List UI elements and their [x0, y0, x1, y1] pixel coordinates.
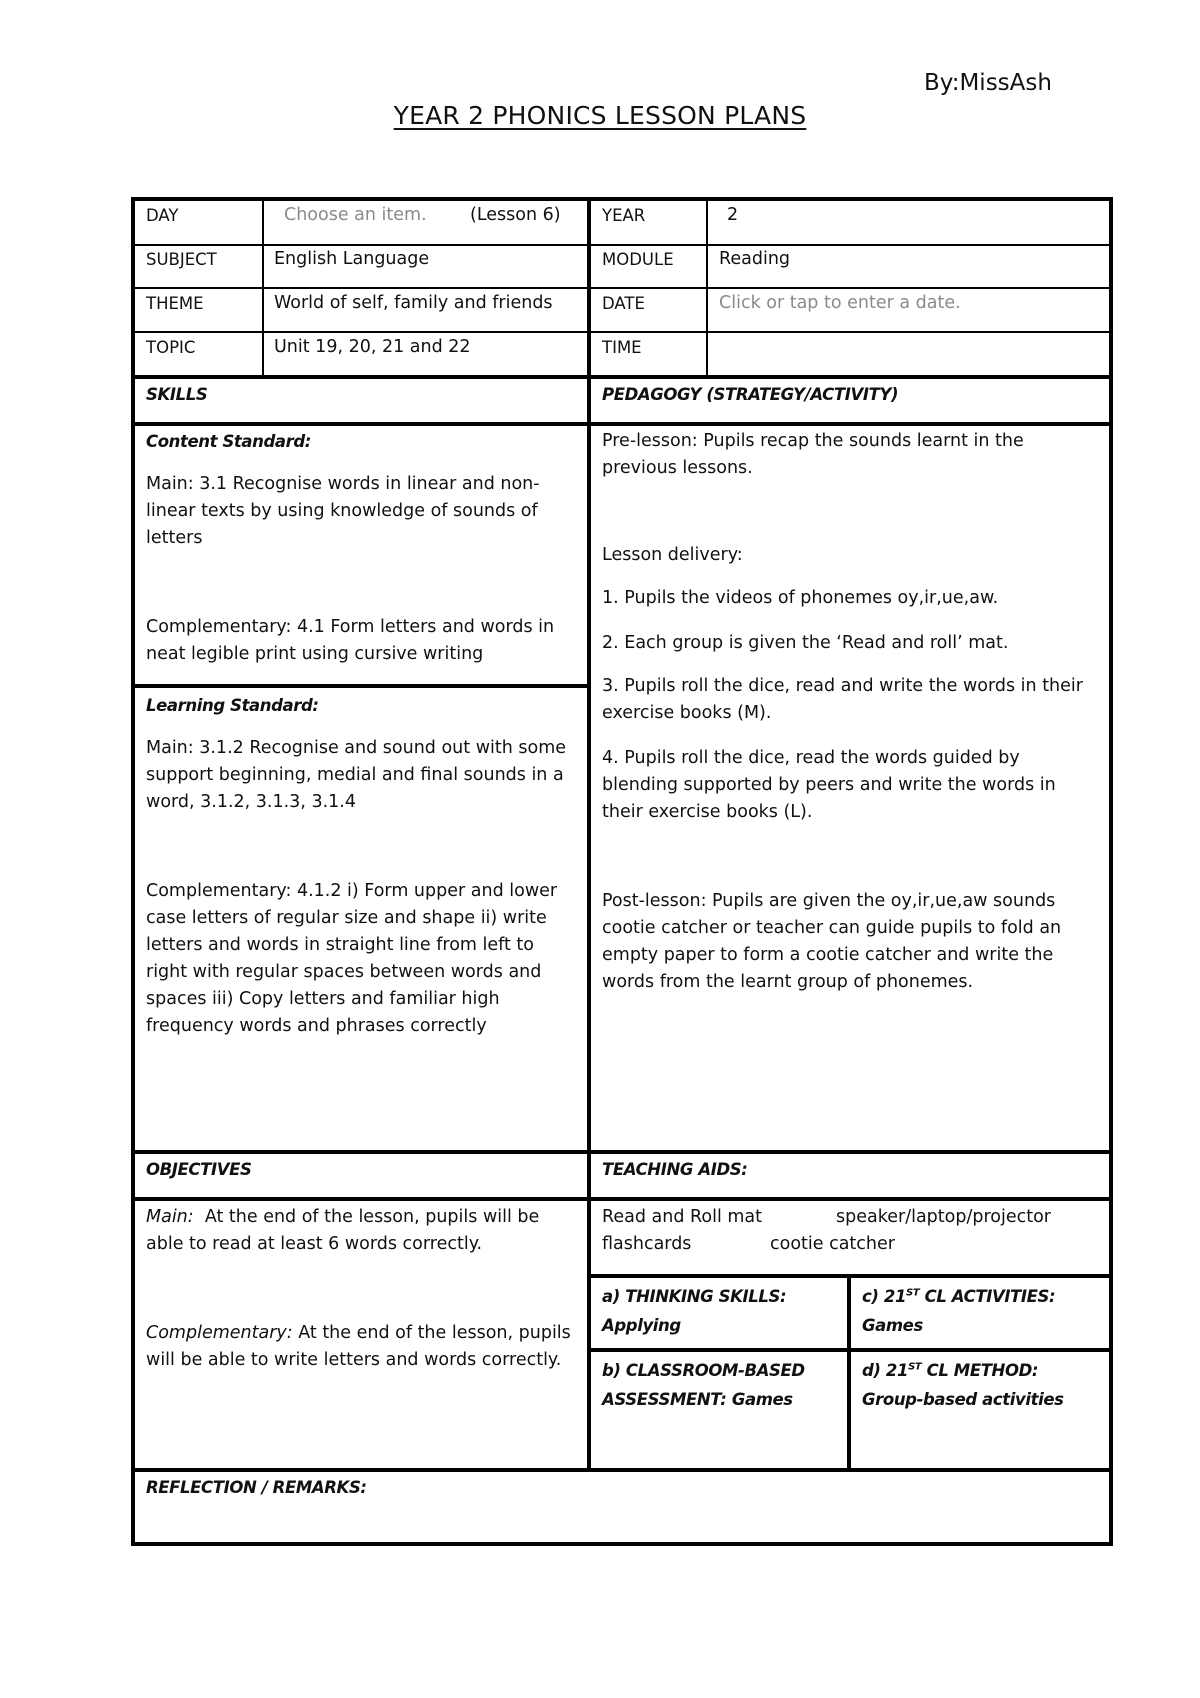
teaching-aid-item: Read and Roll mat	[602, 1207, 763, 1227]
objective-main-text: At the end of the lesson, pupils will be able to read at least 6 words correctly.	[146, 1207, 540, 1254]
pre-lesson: Pre-lesson: Pupils recap the sounds learnt in the previous lessons.	[602, 431, 1024, 478]
date-label: DATE	[602, 294, 645, 313]
content-standard-main: Main: 3.1 Recognise words in linear and non-linear texts by using knowledge of sounds of letters	[146, 474, 540, 548]
col-divider	[262, 199, 264, 378]
thinking-skills-label: a) THINKING SKILLS:	[602, 1287, 787, 1306]
delivery-step: 2. Each group is given the ‘Read and roll’ mat.	[602, 633, 1009, 653]
post-lesson: Post-lesson: Pupils are given the oy,ir,ue,aw sounds cootie catcher or teacher can guide pupils to fold an empty paper to form a cootie catcher and write the words from the learnt group of phonemes.	[602, 891, 1062, 992]
teaching-aid-item: speaker/laptop/projector	[836, 1207, 1051, 1227]
teaching-aid-item: flashcards	[602, 1234, 692, 1254]
objective-comp-text: At the end of the lesson, pupils will be able to write letters and words correctly.	[146, 1323, 571, 1370]
section-divider	[133, 684, 589, 688]
objectives-content	[146, 1204, 580, 1374]
thinking-skills-value: Applying	[602, 1316, 681, 1335]
skills-heading: SKILLS	[146, 385, 208, 404]
cl-method	[862, 1356, 1102, 1414]
table-border-top	[131, 197, 1113, 201]
day-label: DAY	[146, 206, 179, 225]
topic-value: Unit 19, 20, 21 and 22	[274, 337, 471, 357]
assessment-text	[602, 1356, 842, 1414]
objective-comp-label: Complementary:	[146, 1323, 293, 1343]
pedagogy-heading: PEDAGOGY (STRATEGY/ACTIVITY)	[602, 385, 899, 404]
col-divider	[706, 199, 708, 378]
teaching-aids-heading: TEACHING AIDS:	[602, 1160, 748, 1179]
theme-value: World of self, family and friends	[274, 293, 553, 313]
learning-standard	[146, 692, 580, 1040]
section-divider	[133, 375, 1111, 379]
col-divider	[847, 1276, 851, 1470]
cl-activities-label: c) 21ST CL ACTIVITIES:	[862, 1287, 1056, 1306]
objective-main-label: Main:	[146, 1207, 194, 1227]
assessment-value: Games	[731, 1390, 793, 1409]
row-divider	[133, 331, 1111, 333]
table-border-bottom	[131, 1542, 1113, 1546]
cl-method-text: d) 21ST CL METHOD: Group-based activities	[862, 1361, 1064, 1409]
topic-label: TOPIC	[146, 338, 196, 357]
delivery-step: 1. Pupils the videos of phonemes oy,ir,ue,aw.	[602, 588, 999, 608]
reflection-heading: REFLECTION / REMARKS:	[146, 1478, 367, 1497]
section-divider	[133, 1468, 1111, 1472]
cl-activities-value: Games	[862, 1316, 923, 1335]
center-divider	[587, 199, 591, 1470]
thinking-skills	[602, 1282, 842, 1340]
learning-standard-main: Main: 3.1.2 Recognise and sound out with some support beginning, medial and final sounds in a word, 3.1.2, 3.1.3, 3.1.4	[146, 738, 567, 812]
delivery-step: 4. Pupils roll the dice, read the words guided by blending supported by peers and write the words in their exercise books (L).	[602, 748, 1056, 822]
module-label: MODULE	[602, 250, 674, 269]
year-label: YEAR	[602, 206, 646, 225]
page-title: YEAR 2 PHONICS LESSON PLANS	[393, 101, 807, 130]
theme-label: THEME	[146, 294, 204, 313]
objective-complementary	[146, 1320, 580, 1374]
time-value[interactable]	[719, 334, 1099, 360]
teaching-aid-item: cootie catcher	[770, 1234, 895, 1254]
content-standard-complementary: Complementary: 4.1 Form letters and words in neat legible print using cursive writing	[146, 617, 555, 664]
learning-standard-heading: Learning Standard:	[146, 696, 319, 715]
section-divider	[133, 1150, 1111, 1154]
classroom-assessment	[602, 1356, 842, 1414]
content-standard-heading: Content Standard:	[146, 432, 311, 451]
table-border-right	[1109, 197, 1113, 1546]
subject-label: SUBJECT	[146, 250, 217, 269]
year-value: 2	[727, 205, 739, 225]
cl-activities	[862, 1282, 1102, 1340]
learning-standard-complementary: Complementary: 4.1.2 i) Form upper and lower case letters of regular size and shape ii) write letters and words in straight line from left to right with regular spaces between words and spaces iii) Copy letters and familiar high frequency words and phrases correctly	[146, 881, 558, 1036]
objectives-heading: OBJECTIVES	[146, 1160, 252, 1179]
lesson-number: (Lesson 6)	[470, 205, 561, 225]
module-value: Reading	[719, 249, 791, 269]
assessment-label: b) CLASSROOM-BASED ASSESSMENT:	[602, 1361, 805, 1409]
content-standard	[146, 428, 580, 668]
date-picker[interactable]: Click or tap to enter a date.	[719, 293, 961, 313]
pedagogy-content	[602, 428, 1092, 996]
day-dropdown[interactable]: Choose an item.	[284, 205, 427, 225]
delivery-step: 3. Pupils roll the dice, read and write the words in their exercise books (M).	[602, 676, 1083, 723]
section-divider	[133, 422, 1111, 426]
objective-main	[146, 1204, 580, 1258]
lesson-delivery-heading: Lesson delivery:	[602, 545, 743, 565]
subject-value: English Language	[274, 249, 430, 269]
table-border-left	[131, 197, 135, 1546]
section-divider	[133, 1197, 1111, 1201]
row-divider	[133, 287, 1111, 289]
time-label: TIME	[602, 338, 642, 357]
author-byline: By:MissAsh	[924, 70, 1052, 96]
